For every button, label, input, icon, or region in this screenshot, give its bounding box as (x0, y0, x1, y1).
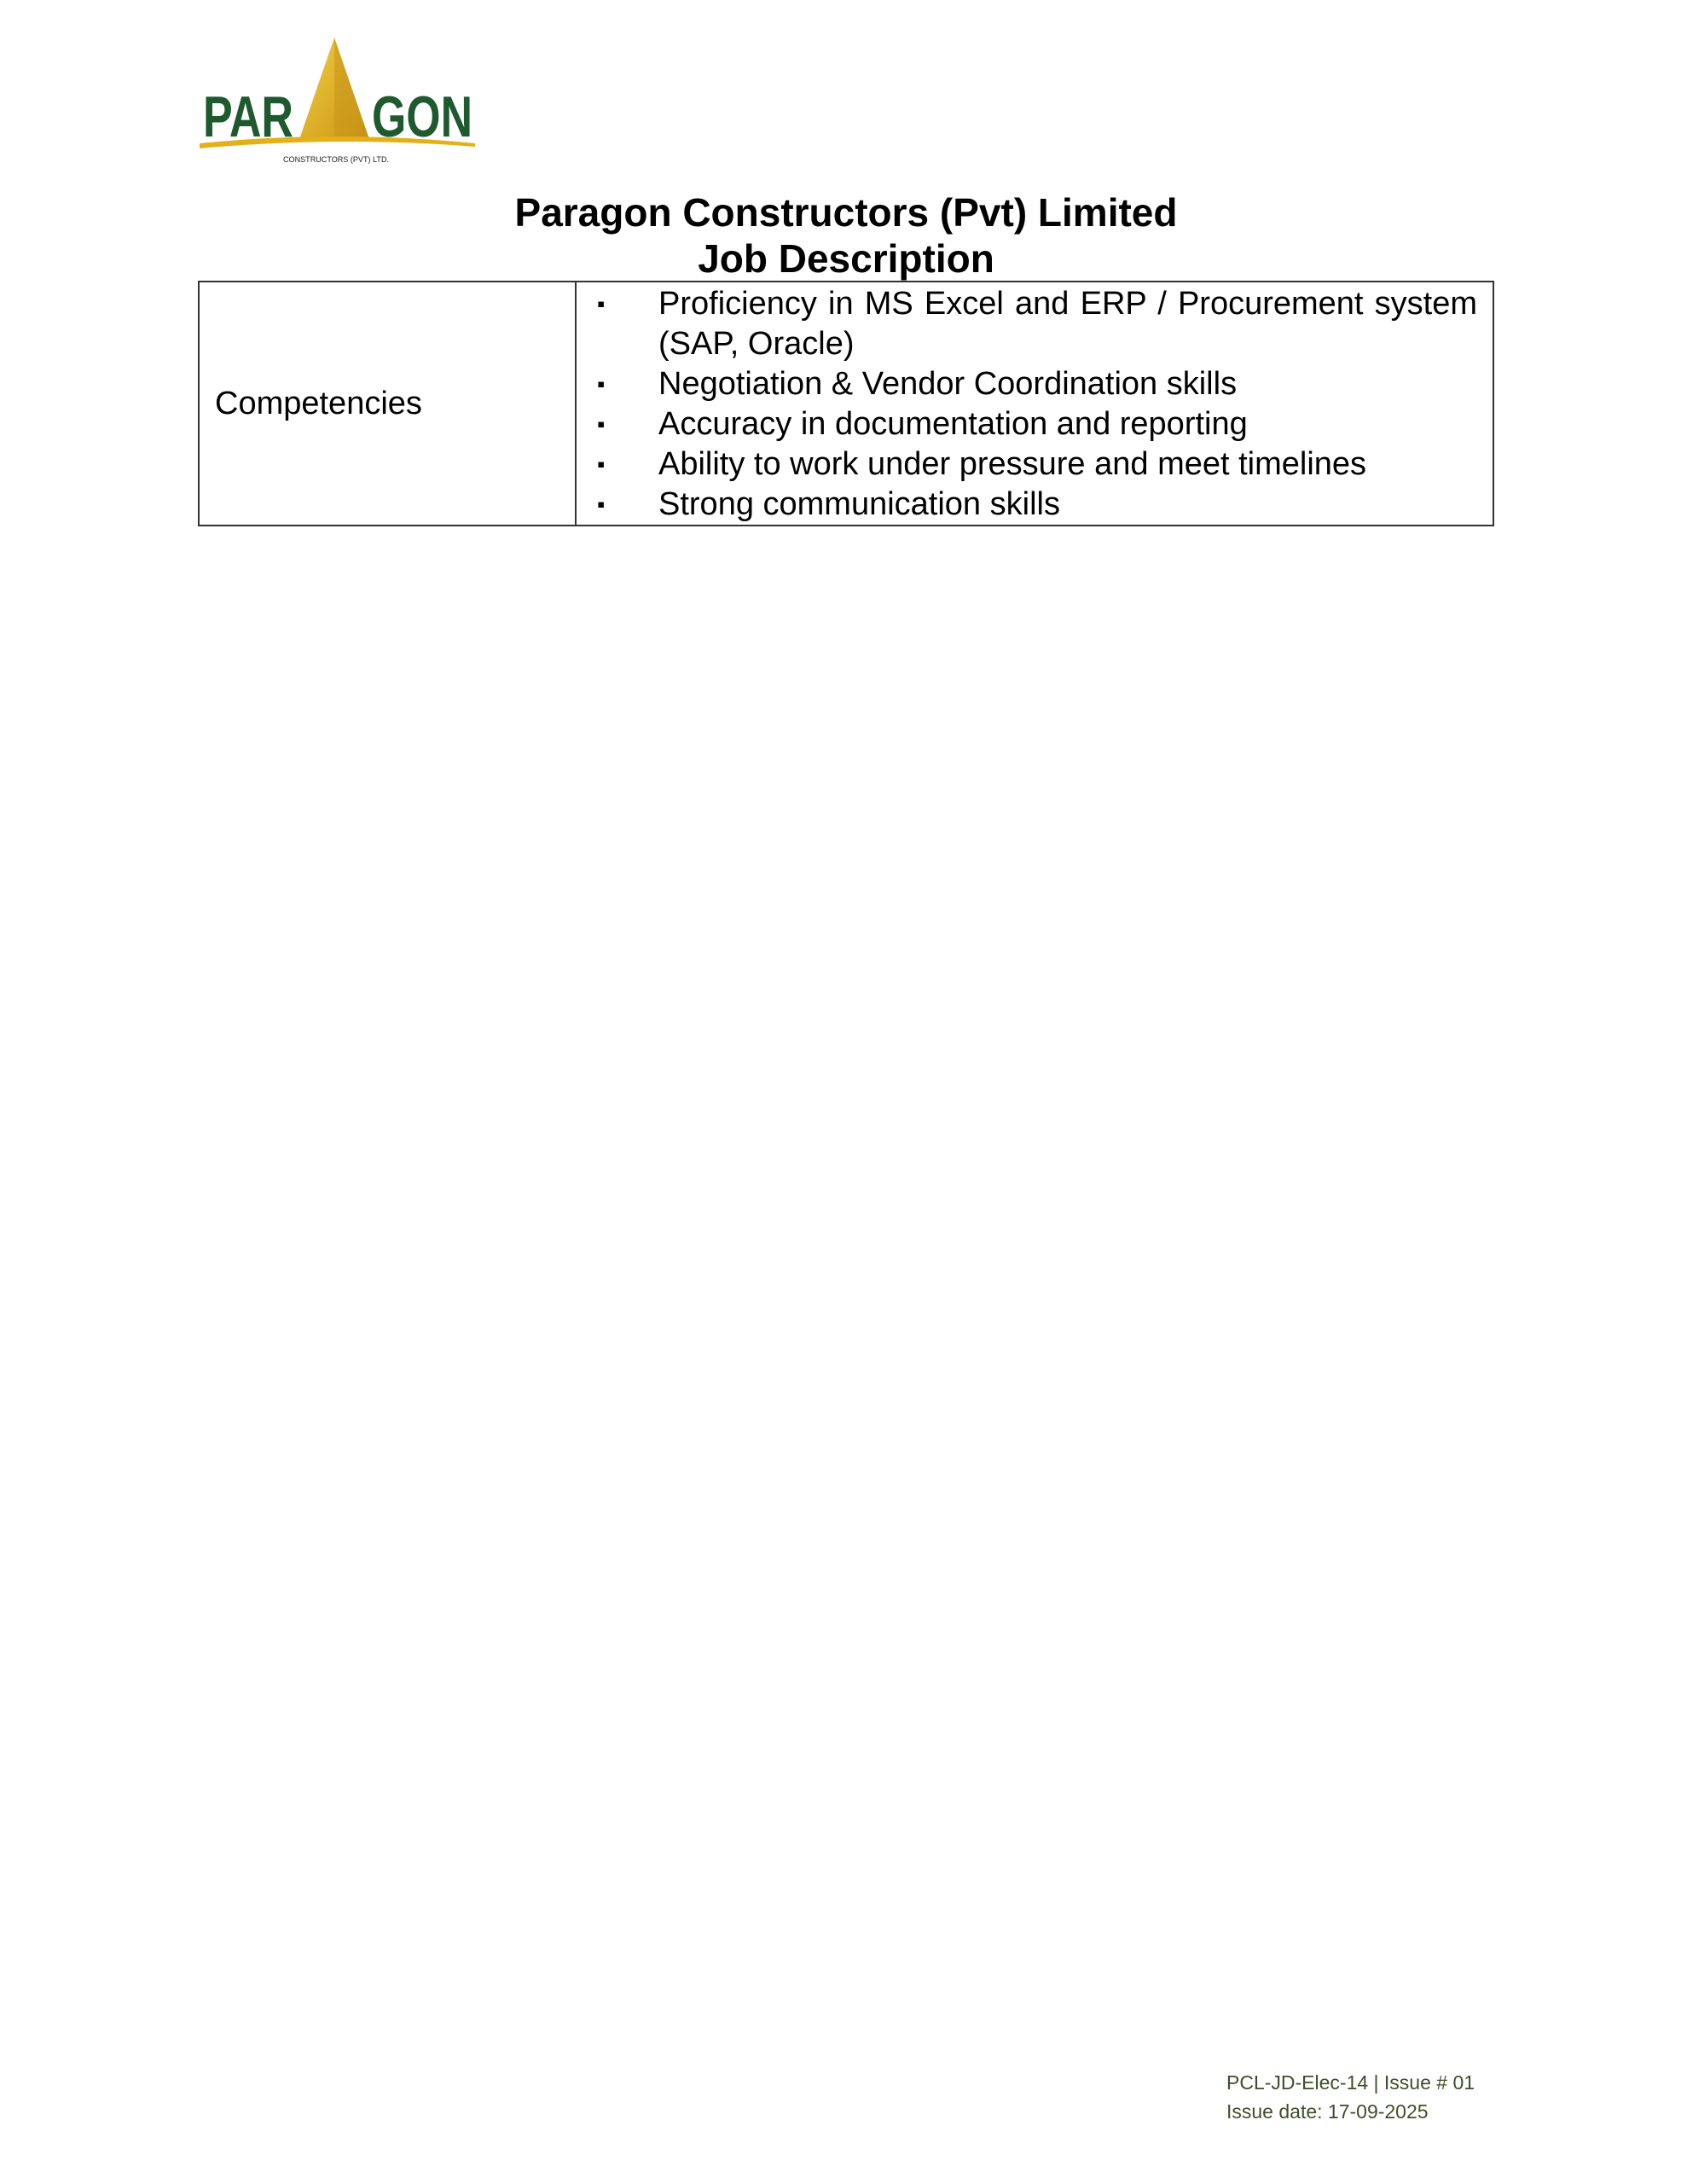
list-item (592, 284, 1477, 364)
bullet-icon: ▪ (597, 291, 606, 317)
list-item (592, 364, 1477, 404)
list-item (592, 485, 1477, 525)
competencies-list (592, 284, 1477, 525)
document-footer (1226, 2068, 1475, 2126)
list-item-text: Accuracy in documentation and reporting (658, 406, 1248, 442)
table-row (199, 282, 1493, 526)
bullet-icon: ▪ (597, 411, 606, 437)
row-label-competencies: Competencies (199, 282, 576, 526)
document-code: PCL-JD-Elec-14 | Issue # 01 (1226, 2071, 1475, 2094)
list-item-text: Strong communication skills (658, 486, 1060, 522)
company-name: Paragon Constructors (Pvt) Limited (514, 190, 1178, 235)
bullet-icon: ▪ (597, 371, 606, 397)
list-item (592, 404, 1477, 444)
document-header (198, 189, 1494, 282)
logo-tagline: CONSTRUCTORS (PVT) LTD. (283, 155, 389, 164)
issue-date: Issue date: 17-09-2025 (1226, 2100, 1429, 2123)
job-description-table (198, 281, 1494, 526)
list-item-text: Proficiency in MS Excel and ERP / Procurement system (SAP, Oracle) (658, 286, 1477, 362)
logo-wordmark-right: GON (372, 84, 472, 149)
competencies-cell (576, 282, 1493, 526)
list-item (592, 444, 1477, 485)
bullet-icon: ▪ (597, 451, 606, 477)
bullet-icon: ▪ (597, 491, 606, 517)
logo-wordmark-left: PAR (203, 84, 293, 149)
list-item-text: Negotiation & Vendor Coordination skills (658, 366, 1238, 402)
list-item-text: Ability to work under pressure and meet timelines (658, 446, 1367, 482)
document-title: Job Description (698, 236, 994, 281)
company-logo (198, 34, 479, 171)
